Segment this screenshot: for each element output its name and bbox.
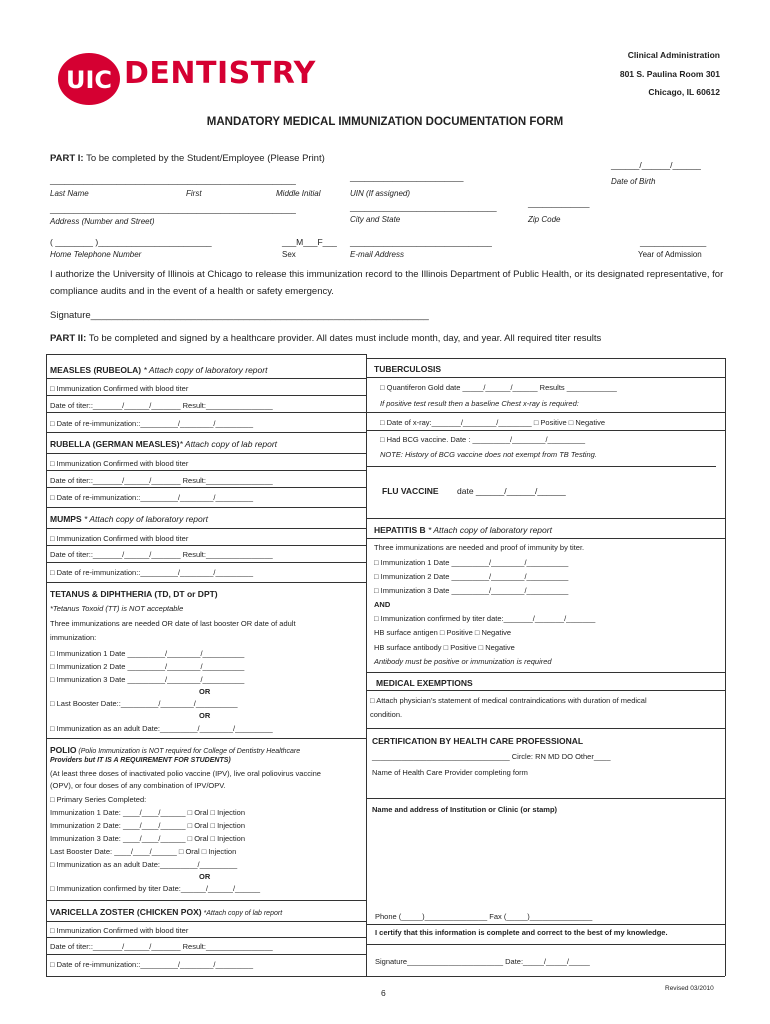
table-line [46, 954, 366, 955]
hepb-antigen-field[interactable]: HB surface antigen □ Positive □ Negative [374, 628, 512, 637]
tetanus-booster-field[interactable]: □ Last Booster Date::_________/________/__________ [50, 699, 238, 708]
mumps-reimm-field[interactable]: □ Date of re-immunization::_________/________/_________ [50, 568, 254, 577]
table-line [46, 395, 366, 396]
tb-positive-note: If positive test result then a baseline Chest x-ray is required: [380, 399, 579, 408]
rubella-reimm-field[interactable]: □ Date of re-immunization::_________/________/_________ [50, 493, 254, 502]
table-line [46, 470, 366, 471]
varicella-confirmed-checkbox[interactable]: □ Immunization Confirmed with blood titer [50, 926, 189, 935]
tb-quantiferon-field[interactable]: □ Quantiferon Gold date _____/______/______ Results ____________ [380, 383, 617, 392]
table-line [366, 798, 725, 799]
city-field[interactable]: _______________________________ [350, 202, 497, 212]
phone-label: Home Telephone Number [50, 250, 142, 259]
polio-header [50, 745, 300, 755]
hepb-requirement: Three immunizations are needed and proof of immunity by titer. [374, 543, 585, 552]
table-line [46, 900, 366, 901]
name-field[interactable]: ____________________________________________________ [50, 175, 296, 185]
tb-bcg-note: NOTE: History of BCG vaccine does not exempt from TB Testing. [380, 450, 597, 459]
part1-heading-bold: PART I: [50, 153, 84, 164]
varicella-header [50, 907, 282, 917]
polio-booster-field[interactable]: Last Booster Date: ____/____/______ □ Oral □ Injection [50, 847, 237, 856]
polio-imm1-field[interactable]: Immunization 1 Date: ____/____/______ □ Oral □ Injection [50, 808, 246, 817]
uin-label: UIN (If assigned) [350, 189, 411, 198]
cert-phone-fax-field[interactable]: Phone (_____)_______________ Fax (_____)_______________ [375, 912, 593, 921]
table-line [366, 358, 725, 359]
polio-note-2: Providers but IT IS A REQUIREMENT FOR STUDENTS) [50, 757, 231, 764]
cert-signature-field[interactable]: Signature_______________________ Date:_____/_____/_____ [375, 957, 590, 966]
hepb-must-note: Antibody must be positive or immunization is required [374, 657, 552, 666]
sex-label: Sex [282, 250, 296, 259]
table-line [366, 690, 725, 691]
table-line [46, 487, 366, 488]
middle-initial-label: Middle Initial [276, 189, 321, 198]
table-line [46, 378, 366, 379]
uin-field[interactable]: ________________________ [350, 172, 464, 182]
measles-reimm-field[interactable]: □ Date of re-immunization::_________/________/_________ [50, 419, 254, 428]
phone-field[interactable]: ( ________ )________________________ [50, 237, 212, 247]
hepb-title: HEPATITIS B [374, 525, 426, 535]
polio-primary-checkbox[interactable]: □ Primary Series Completed: [50, 795, 147, 804]
cert-name-label: Name of Health Care Provider completing form [372, 768, 528, 777]
rubella-note: * Attach copy of lab report [179, 439, 278, 449]
polio-note-1: (Polio Immunization is NOT required for College of Dentistry Healthcare [76, 748, 301, 755]
address-label: Address (Number and Street) [50, 217, 155, 226]
table-line [46, 354, 47, 976]
table-line [366, 377, 725, 378]
student-signature-field[interactable]: Signature________________________________________________________________ [50, 310, 429, 321]
hepb-antibody-field[interactable]: HB surface antibody □ Positive □ Negative [374, 643, 515, 652]
mumps-titer-field[interactable]: Date of titer::_______/______/_______ Result:________________ [50, 550, 273, 559]
mumps-note: * Attach copy of laboratory report [81, 514, 208, 524]
zip-field[interactable]: _____________ [528, 198, 590, 208]
rubella-header [50, 439, 277, 449]
revised-date: Revised 03/2010 [665, 985, 714, 992]
table-line [46, 921, 366, 922]
address-line-2: 801 S. Paulina Room 301 [619, 69, 720, 79]
city-label: City and State [350, 215, 401, 224]
hepb-note: * Attach copy of laboratory report [425, 525, 552, 535]
table-line [46, 738, 366, 739]
hepb-titer-field[interactable]: □ Immunization confirmed by titer date:_______/_______/_______ [374, 614, 596, 623]
uic-logo-mark [57, 52, 121, 106]
zip-label: Zip Code [528, 215, 561, 224]
table-line [366, 412, 725, 413]
measles-confirmed-checkbox[interactable]: □ Immunization Confirmed with blood titer [50, 384, 189, 393]
admission-label: Year of Admission [638, 250, 702, 259]
measles-title: MEASLES (RUBEOLA) [50, 365, 142, 375]
hepb-imm2-field[interactable]: □ Immunization 2 Date _________/________/__________ [374, 572, 569, 581]
table-line [725, 358, 726, 976]
table-line [46, 412, 366, 413]
table-line [46, 528, 366, 529]
tetanus-note: *Tetanus Toxoid (TT) is NOT acceptable [50, 604, 184, 613]
rubella-confirmed-checkbox[interactable]: □ Immunization Confirmed with blood titer [50, 459, 189, 468]
hepb-imm3-field[interactable]: □ Immunization 3 Date _________/________/__________ [374, 586, 569, 595]
polio-imm2-field[interactable]: Immunization 2 Date: ____/____/______ □ Oral □ Injection [50, 821, 246, 830]
logo-left-text: UIC [65, 66, 113, 94]
varicella-reimm-field[interactable]: □ Date of re-immunization::_________/________/_________ [50, 960, 254, 969]
exemptions-text-2: condition. [370, 710, 403, 719]
cert-provider-field[interactable]: _________________________________ Circle: RN MD DO Other____ [372, 752, 611, 761]
table-line [46, 545, 366, 546]
table-line [46, 432, 366, 433]
tetanus-imm2-field[interactable]: □ Immunization 2 Date _________/________/__________ [50, 662, 245, 671]
table-line [366, 354, 367, 976]
part2-heading-bold: PART II: [50, 333, 87, 344]
polio-note-4: (OPV), or four doses of any combination of IPV/OPV. [50, 781, 226, 790]
tetanus-title: TETANUS & DIPHTHERIA (TD, DT or DPT) [50, 589, 218, 599]
hepb-and: AND [374, 600, 391, 609]
address-line-3: Chicago, IL 60612 [648, 87, 720, 97]
measles-titer-field[interactable]: Date of titer::_______/______/_______ Result:________________ [50, 401, 273, 410]
table-line [46, 976, 725, 977]
table-line [366, 538, 725, 539]
exemptions-title: MEDICAL EXEMPTIONS [376, 678, 473, 688]
rubella-titer-field[interactable]: Date of titer::_______/______/_______ Result:________________ [50, 476, 273, 485]
tetanus-imm1-field[interactable]: □ Immunization 1 Date _________/________/__________ [50, 649, 245, 658]
authorization-text: I authorize the University of Illinois at Chicago to release this immunization record to the Illinois Department of Public Health, or its designated representative, for compliance audits and in the event of a health or safety emergency. [50, 269, 724, 297]
table-line [46, 937, 366, 938]
rubella-title: RUBELLA (GERMAN MEASLES) [50, 439, 180, 449]
logo-wordmark: DENTISTRY [124, 56, 316, 91]
last-name-label: Last Name [50, 189, 89, 198]
hepb-imm1-field[interactable]: □ Immunization 1 Date _________/________/__________ [374, 558, 569, 567]
flu-date-field[interactable]: date ______/______/______ [457, 486, 566, 496]
dob-label: Date of Birth [611, 177, 656, 186]
tb-bcg-field[interactable]: □ Had BCG vaccine. Date : _________/________/_________ [380, 435, 586, 444]
address-field[interactable]: ____________________________________________________ [50, 204, 296, 214]
part2-heading [50, 333, 601, 344]
form-title: MANDATORY MEDICAL IMMUNIZATION DOCUMENTATION FORM [206, 116, 564, 128]
exemptions-checkbox[interactable]: □ Attach physician’s statement of medical contraindications with duration of medical [370, 696, 647, 705]
table-line [46, 507, 366, 508]
polio-or: OR [199, 872, 211, 881]
mumps-confirmed-checkbox[interactable]: □ Immunization Confirmed with blood titer [50, 534, 189, 543]
polio-titer-field[interactable]: □ Immunization confirmed by titer Date:______/______/______ [50, 884, 261, 893]
tetanus-imm3-field[interactable]: □ Immunization 3 Date _________/________/__________ [50, 675, 245, 684]
table-line [46, 562, 366, 563]
page-number: 6 [381, 988, 386, 998]
measles-header [50, 365, 267, 375]
table-line [46, 582, 366, 583]
polio-imm3-field[interactable]: Immunization 3 Date: ____/____/______ □ Oral □ Injection [50, 834, 246, 843]
part1-heading [50, 153, 325, 164]
cert-title: CERTIFICATION BY HEALTH CARE PROFESSIONAL [372, 736, 584, 746]
table-line [366, 518, 725, 519]
cert-certify-text: I certify that this information is complete and correct to the best of my knowledge. [375, 928, 668, 937]
varicella-title: VARICELLA ZOSTER (CHICKEN POX) [50, 907, 202, 917]
polio-adult-field[interactable]: □ Immunization as an adult Date:_________/_________ [50, 860, 238, 869]
tb-xray-field[interactable]: □ Date of x-ray:_______/________/________ □ Positive □ Negative [380, 418, 605, 427]
flu-title: FLU VACCINE [382, 486, 439, 496]
dob-field[interactable]: ______/______/______ [611, 160, 701, 170]
measles-note: * Attach copy of laboratory report [141, 365, 268, 375]
address-line-1: Clinical Administration [627, 50, 720, 60]
table-line [366, 944, 725, 945]
hepb-header [374, 525, 552, 535]
tetanus-req-line1: Three immunizations are needed OR date of last booster OR date of adult [50, 619, 296, 628]
tetanus-or-1: OR [199, 687, 211, 696]
tb-title: TUBERCULOSIS [374, 364, 442, 374]
table-line [46, 453, 366, 454]
first-name-label: First [186, 189, 202, 198]
part2-heading-rest: To be completed and signed by a healthcare provider. All dates must include month, day, and year. All required titer results [86, 333, 602, 344]
tetanus-or-2: OR [199, 711, 211, 720]
sex-field[interactable]: ___M___F___ [282, 237, 337, 247]
table-line [366, 466, 716, 467]
cert-institution-label: Name and address of Institution or Clinic (or stamp) [372, 805, 558, 814]
admission-field[interactable]: ______________ [640, 237, 707, 247]
table-line [366, 728, 725, 729]
table-line [366, 924, 725, 925]
email-label: E-mail Address [350, 250, 404, 259]
polio-note-3: (At least three doses of inactivated polio vaccine (IPV), live oral poliovirus vaccine [50, 769, 321, 778]
part1-heading-rest: To be completed by the Student/Employee (Please Print) [83, 153, 325, 164]
mumps-title: MUMPS [50, 514, 82, 524]
table-line [366, 430, 725, 431]
email-field[interactable]: ______________________________ [350, 237, 492, 247]
varicella-titer-field[interactable]: Date of titer::_______/______/_______ Result:________________ [50, 942, 273, 951]
mumps-header [50, 514, 208, 524]
table-line [46, 354, 366, 355]
tetanus-adult-field[interactable]: □ Immunization as an adult Date:_________/________/_________ [50, 724, 273, 733]
polio-title: POLIO [50, 745, 77, 755]
varicella-note: *Attach copy of lab report [201, 910, 283, 917]
table-line [366, 672, 725, 673]
tetanus-req-line2: immunization: [50, 633, 97, 642]
